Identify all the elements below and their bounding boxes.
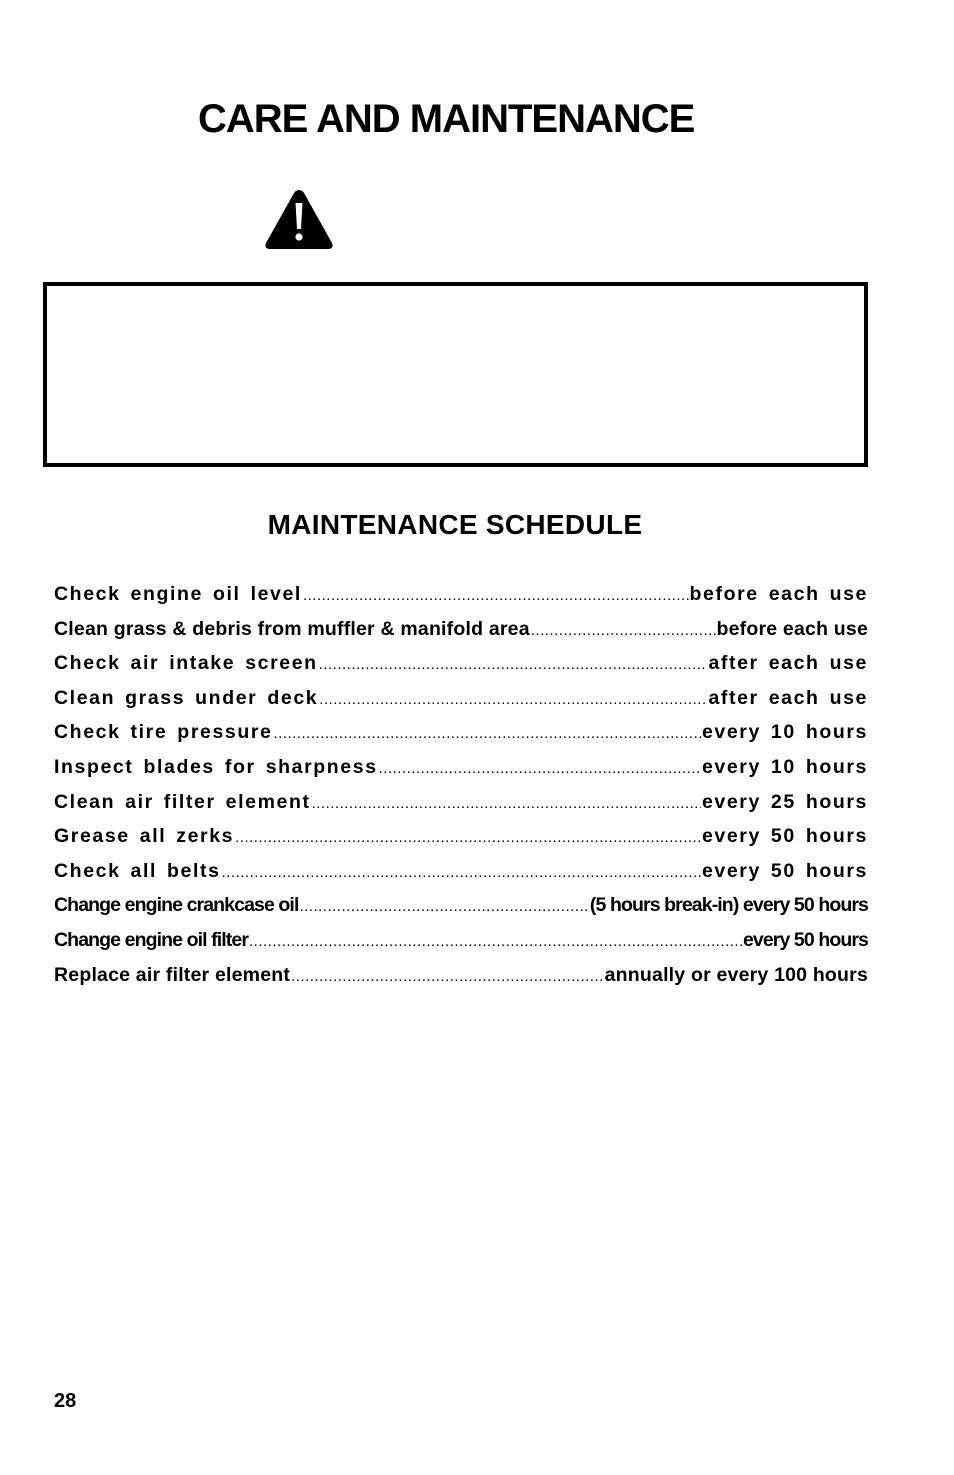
- schedule-interval: every 25 hours: [701, 790, 868, 813]
- schedule-task: Change engine oil filter: [54, 928, 249, 951]
- schedule-task: Check tire pressure: [54, 721, 273, 744]
- dot-leader: [379, 760, 701, 777]
- schedule-interval: every 50 hours: [701, 825, 868, 848]
- dot-leader: [319, 691, 707, 708]
- schedule-interval: every 10 hours: [701, 721, 868, 744]
- schedule-interval: before each use: [689, 583, 868, 605]
- schedule-interval: after each use: [708, 652, 868, 675]
- schedule-task: Check engine oil level: [54, 583, 302, 605]
- schedule-row: [54, 825, 868, 860]
- warning-triangle-icon: [263, 187, 335, 253]
- dot-leader: [274, 725, 701, 742]
- dot-leader: [312, 795, 701, 812]
- schedule-interval: every 50 hours: [742, 928, 868, 951]
- dot-leader: [249, 933, 742, 950]
- schedule-task: Grease all zerks: [54, 825, 235, 848]
- dot-leader: [299, 898, 588, 915]
- schedule-task: Check air intake screen: [54, 652, 318, 675]
- schedule-interval: every 50 hours: [701, 859, 868, 882]
- page-number: 28: [54, 1390, 77, 1412]
- dot-leader: [319, 656, 708, 673]
- dot-leader: [531, 622, 716, 639]
- schedule-row: [54, 652, 868, 687]
- schedule-task: Inspect blades for sharpness: [54, 755, 378, 778]
- page-title: CARE AND MAINTENANCE: [198, 97, 695, 141]
- schedule-row: [54, 929, 868, 964]
- dot-leader: [291, 968, 604, 985]
- schedule-task: Clean air filter element: [54, 790, 311, 813]
- schedule-row: [54, 618, 868, 653]
- schedule-task: Clean grass & debris from muffler & manifold area: [54, 617, 530, 640]
- schedule-row: [54, 687, 868, 722]
- schedule-interval: before each use: [716, 617, 868, 640]
- schedule-row: [54, 756, 868, 791]
- schedule-row: [54, 964, 868, 999]
- schedule-interval: every 10 hours: [701, 755, 868, 778]
- dot-leader: [235, 829, 701, 846]
- schedule-row: [54, 860, 868, 895]
- schedule-row: [54, 721, 868, 756]
- schedule-row: [54, 791, 868, 826]
- schedule-row: [54, 583, 868, 618]
- section-title: MAINTENANCE SCHEDULE: [267, 509, 643, 540]
- schedule-task: Change engine crankcase oil: [54, 894, 299, 917]
- schedule-task: Clean grass under deck: [54, 686, 319, 709]
- schedule-task: Check all belts: [54, 859, 221, 882]
- schedule-row: [54, 894, 868, 929]
- schedule-interval: (5 hours break-in) every 50 hours: [589, 894, 868, 917]
- dot-leader: [303, 587, 689, 604]
- schedule-interval: after each use: [708, 686, 868, 709]
- warning-box: [43, 282, 868, 467]
- maintenance-schedule-list: [54, 583, 868, 998]
- schedule-task: Replace air filter element: [54, 963, 291, 986]
- dot-leader: [222, 864, 701, 881]
- schedule-interval: annually or every 100 hours: [604, 963, 868, 986]
